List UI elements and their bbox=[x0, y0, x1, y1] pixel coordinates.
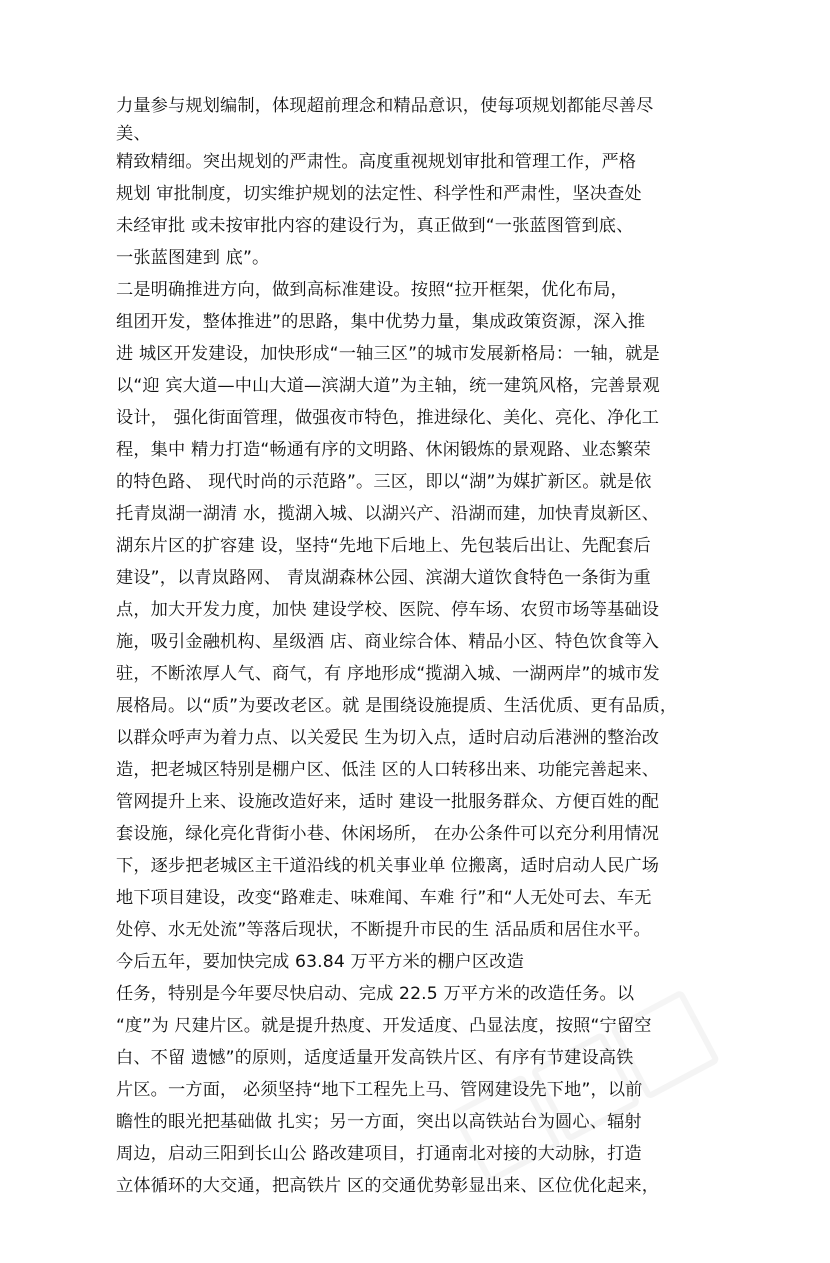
body-text bbox=[116, 90, 756, 1202]
text-line: 下，逐步把老城区主干道沿线的机关事业单 位搬离，适时启动人民广场 bbox=[116, 856, 660, 876]
text-line: 设计， 强化街面管理，做强夜市特色，推进绿化、美化、亮化、净化工 bbox=[116, 408, 660, 428]
text-line: 进 城区开发建设，加快形成“一轴三区”的城市发展新格局：一轴，就是 bbox=[116, 344, 660, 364]
text-line: 处停、水无处流”等落后现状，不断提升市民的生 活品质和居住水平。 bbox=[116, 920, 651, 940]
text-line: 施，吸引金融机构、星级酒 店、商业综合体、精品小区、特色饮食等入 bbox=[116, 632, 660, 652]
text-line: 托青岚湖一湖清 水，揽湖入城、以湖兴产、沿湖而建，加快青岚新区、 bbox=[116, 504, 660, 524]
text-line: 瞻性的眼光把基础做 扎实；另一方面，突出以高铁站台为圆心、辐射 bbox=[116, 1112, 642, 1132]
text-line: 程，集中 精力打造“畅通有序的文明路、休闲锻炼的景观路、业态繁荣 bbox=[116, 440, 651, 460]
text-line: 任务，特别是今年要尽快启动、完成 22.5 万平方米的改造任务。以 bbox=[116, 984, 635, 1004]
text-line: 套设施，绿化亮化背街小巷、休闲场所， 在办公条件可以充分利用情况 bbox=[116, 824, 660, 844]
text-line: 地下项目建设，改变“路难走、味难闻、车难 行”和“人无处可去、车无 bbox=[116, 888, 652, 908]
text-line: 立体循环的大交通，把高铁片 区的交通优势彰显出来、区位优化起来， bbox=[116, 1176, 660, 1196]
text-line: 点，加大开发力度，加快 建设学校、医院、停车场、农贸市场等基础设 bbox=[116, 600, 660, 620]
text-line: 二是明确推进方向，做到高标准建设。按照“拉开框架，优化布局， bbox=[116, 280, 628, 300]
text-line: 的特色路、 现代时尚的示范路”。三区，即以“湖”为媒扩新区。就是依 bbox=[116, 472, 652, 492]
text-line: 组团开发，整体推进”的思路，集中优势力量，集成政策资源，深入推 bbox=[116, 312, 646, 332]
text-line: 精致精细。突出规划的严肃性。高度重视规划审批和管理工作，严格 bbox=[116, 152, 637, 172]
text-line: 驻，不断浓厚人气、商气，有 序地形成“揽湖入城、一湖两岸”的城市发 bbox=[116, 664, 660, 684]
text-line: 周边，启动三阳到长山公 路改建项目，打通南北对接的大动脉，打造 bbox=[116, 1144, 642, 1164]
text-line: 管网提升上来、设施改造好来，适时 建设一批服务群众、方便百姓的配 bbox=[116, 792, 660, 812]
text-line: 湖东片区的扩容建 设，坚持“先地下后地上、先包装后出让、先配套后 bbox=[116, 536, 651, 556]
text-line: 今后五年，要加快完成 63.84 万平方米的棚户区改造 bbox=[116, 952, 524, 972]
text-line: 规划 审批制度，切实维护规划的法定性、科学性和严肃性，坚决查处 bbox=[116, 184, 642, 204]
text-line: 白、不留 遗憾”的原则，适度适量开发高铁片区、有序有节建设高铁 bbox=[116, 1048, 634, 1068]
text-line: 一张蓝图建到 底”。 bbox=[116, 248, 270, 268]
text-line: 美、 bbox=[116, 124, 151, 144]
text-line: 展格局。以“质”为要改老区。就 是围绕设施提质、生活优质、更有品质， bbox=[116, 696, 678, 716]
text-line: 未经审批 或未按审批内容的建设行为，真正做到“一张蓝图管到底、 bbox=[116, 216, 634, 236]
text-line: 造，把老城区特别是棚户区、低洼 区的人口转移出来、功能完善起来、 bbox=[116, 760, 660, 780]
text-line: 力量参与规划编制，体现超前理念和精品意识，使每项规划都能尽善尽 bbox=[116, 96, 654, 116]
text-line: 以“迎 宾大道—中山大道—滨湖大道”为主轴，统一建筑风格，完善景观 bbox=[116, 376, 660, 396]
text-line: 以群众呼声为着力点、以关爱民 生为切入点，适时启动后港洲的整治改 bbox=[116, 728, 660, 748]
text-line: 建设”，以青岚路网、 青岚湖森林公园、滨湖大道饮食特色一条街为重 bbox=[116, 568, 651, 588]
text-line: “度”为 尺建片区。就是提升热度、开发适度、凸显法度，按照“宁留空 bbox=[116, 1016, 652, 1036]
text-line: 片区。一方面， 必须坚持“地下工程先上马、管网建设先下地”，以前 bbox=[116, 1080, 643, 1100]
